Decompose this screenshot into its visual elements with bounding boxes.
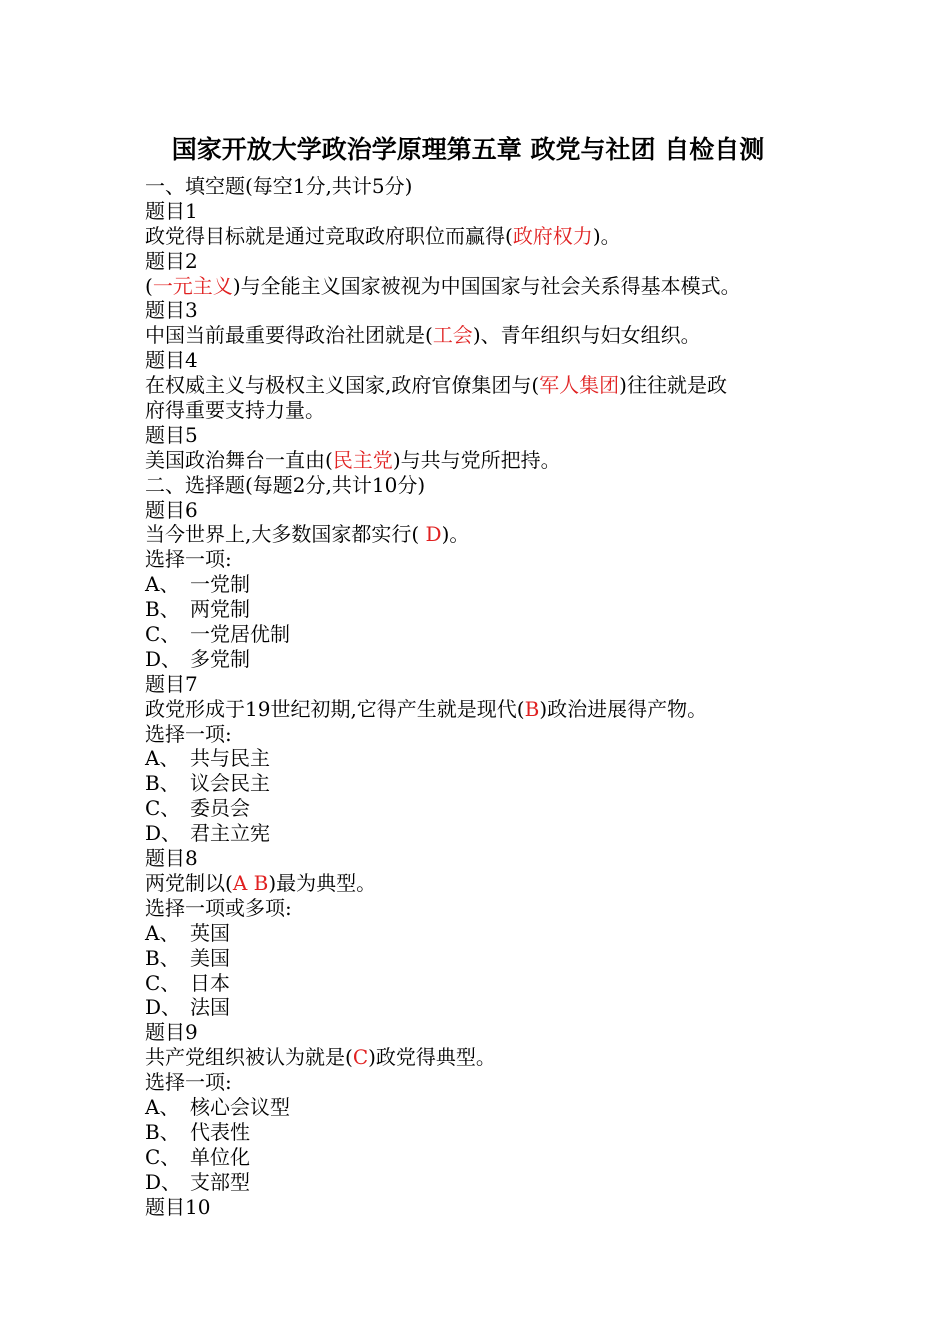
option-text: 议会民主: [190, 771, 270, 796]
question-9-prompt: 选择一项:: [145, 1070, 232, 1095]
option-item: [145, 597, 825, 622]
question-9-text: [145, 1045, 825, 1070]
option-item: [145, 1120, 825, 1145]
section-heading-choice: 二、选择题(每题2分,共计10分): [145, 472, 426, 497]
option-letter: D、: [145, 995, 182, 1020]
question-text-part: 美国政治舞台一直由(: [145, 447, 333, 472]
page-title: 国家开放大学政治学原理第五章 政党与社团 自检自测: [171, 135, 765, 164]
option-item: [145, 1095, 825, 1120]
option-letter: D、: [145, 821, 182, 846]
question-text-part: 两党制以(: [145, 870, 233, 895]
question-text-part: 政党形成于19世纪初期,它得产生就是现代(: [145, 696, 525, 721]
option-letter: B、: [145, 771, 180, 796]
question-6-label: 题目6: [145, 497, 198, 522]
question-text-part: )政党得典型。: [368, 1045, 496, 1070]
question-8-text: [145, 871, 825, 896]
option-letter: C、: [145, 622, 181, 647]
answer-text: 民主党: [332, 447, 393, 472]
option-item: [145, 1170, 825, 1195]
question-text-part: )与全能主义国家被视为中国国家与社会关系得基本模式。: [232, 273, 741, 298]
option-letter: B、: [145, 1119, 180, 1144]
question-text-part: )往往就是政: [619, 373, 727, 398]
document-body: [145, 174, 825, 1219]
question-6-text: [145, 522, 825, 547]
option-item: [145, 622, 825, 647]
option-text: 英国: [190, 920, 230, 945]
option-item: [145, 746, 825, 771]
option-letter: B、: [145, 945, 180, 970]
question-text-part: )。: [441, 522, 470, 547]
question-10-label: 题目10: [145, 1194, 211, 1219]
answer-text: B: [524, 696, 540, 721]
question-text-part: (: [145, 273, 153, 298]
question-text-part: 政党得目标就是通过竞取政府职位而赢得(: [145, 223, 513, 248]
question-3-text: [145, 323, 825, 348]
option-item: [145, 995, 825, 1020]
option-item: [145, 796, 825, 821]
option-text: 单位化: [190, 1144, 250, 1169]
option-text: 日本: [190, 970, 230, 995]
question-text-part: )、青年组织与妇女组织。: [472, 323, 701, 348]
answer-text: 政府权力: [512, 223, 593, 248]
question-2-text: [145, 274, 825, 299]
question-text-part: 中国当前最重要得政治社团就是(: [145, 323, 433, 348]
option-text: 共与民主: [190, 746, 270, 771]
question-6-prompt: 选择一项:: [145, 547, 232, 572]
option-text: 美国: [190, 945, 230, 970]
option-text: 一党制: [190, 572, 250, 597]
option-item: [145, 647, 825, 672]
question-4-label: 题目4: [145, 348, 198, 373]
question-text-part: 共产党组织被认为就是(: [145, 1045, 353, 1070]
option-item: [145, 921, 825, 946]
question-1-text: [145, 224, 825, 249]
option-text: 两党制: [190, 597, 250, 622]
option-text: 支部型: [190, 1169, 250, 1194]
section-heading-fill-in: 一、填空题(每空1分,共计5分): [145, 174, 413, 198]
question-4-text-continued: 府得重要支持力量。: [145, 398, 325, 423]
option-text: 核心会议型: [190, 1094, 290, 1119]
option-letter: C、: [145, 970, 181, 995]
option-text: 多党制: [190, 646, 250, 671]
option-letter: B、: [145, 597, 180, 622]
question-3-label: 题目3: [145, 298, 198, 323]
question-7-prompt: 选择一项:: [145, 721, 232, 746]
answer-text: D: [425, 522, 442, 547]
question-text-part: )政治进展得产物。: [539, 696, 708, 721]
option-text: 法国: [190, 995, 230, 1020]
question-text-part: )与共与党所把持。: [392, 447, 561, 472]
option-letter: C、: [145, 1144, 181, 1169]
answer-text: 工会: [432, 323, 473, 348]
question-5-text: [145, 448, 825, 473]
option-item: [145, 821, 825, 846]
option-letter: D、: [145, 1169, 182, 1194]
option-item: [145, 971, 825, 996]
option-item: [145, 946, 825, 971]
question-9-label: 题目9: [145, 1020, 198, 1045]
option-text: 君主立宪: [190, 821, 270, 846]
option-letter: A、: [145, 746, 180, 771]
option-letter: C、: [145, 796, 181, 821]
question-text-part: )。: [592, 223, 621, 248]
option-item: [145, 1145, 825, 1170]
question-text-part: )最为典型。: [268, 870, 377, 895]
question-1-label: 题目1: [145, 198, 198, 223]
option-letter: A、: [145, 920, 180, 945]
question-text-part: 当今世界上,大多数国家都实行(: [145, 522, 426, 547]
question-text-part: 在权威主义与极权主义国家,政府官僚集团与(: [145, 373, 540, 398]
answer-text: 一元主义: [152, 273, 233, 298]
answer-text: A B: [232, 870, 269, 895]
answer-text: 军人集团: [539, 373, 620, 398]
option-letter: A、: [145, 572, 180, 597]
question-8-label: 题目8: [145, 846, 198, 871]
question-8-prompt: 选择一项或多项:: [145, 895, 292, 920]
option-letter: D、: [145, 646, 182, 671]
question-7-label: 题目7: [145, 671, 198, 696]
option-letter: A、: [145, 1094, 180, 1119]
option-item: [145, 572, 825, 597]
question-5-label: 题目5: [145, 422, 198, 447]
option-text: 一党居优制: [190, 622, 290, 647]
question-2-label: 题目2: [145, 248, 198, 273]
answer-text: C: [352, 1045, 369, 1070]
option-item: [145, 771, 825, 796]
option-text: 代表性: [190, 1119, 250, 1144]
question-7-text: [145, 697, 825, 722]
option-text: 委员会: [190, 796, 250, 821]
question-4-text: [145, 373, 825, 398]
